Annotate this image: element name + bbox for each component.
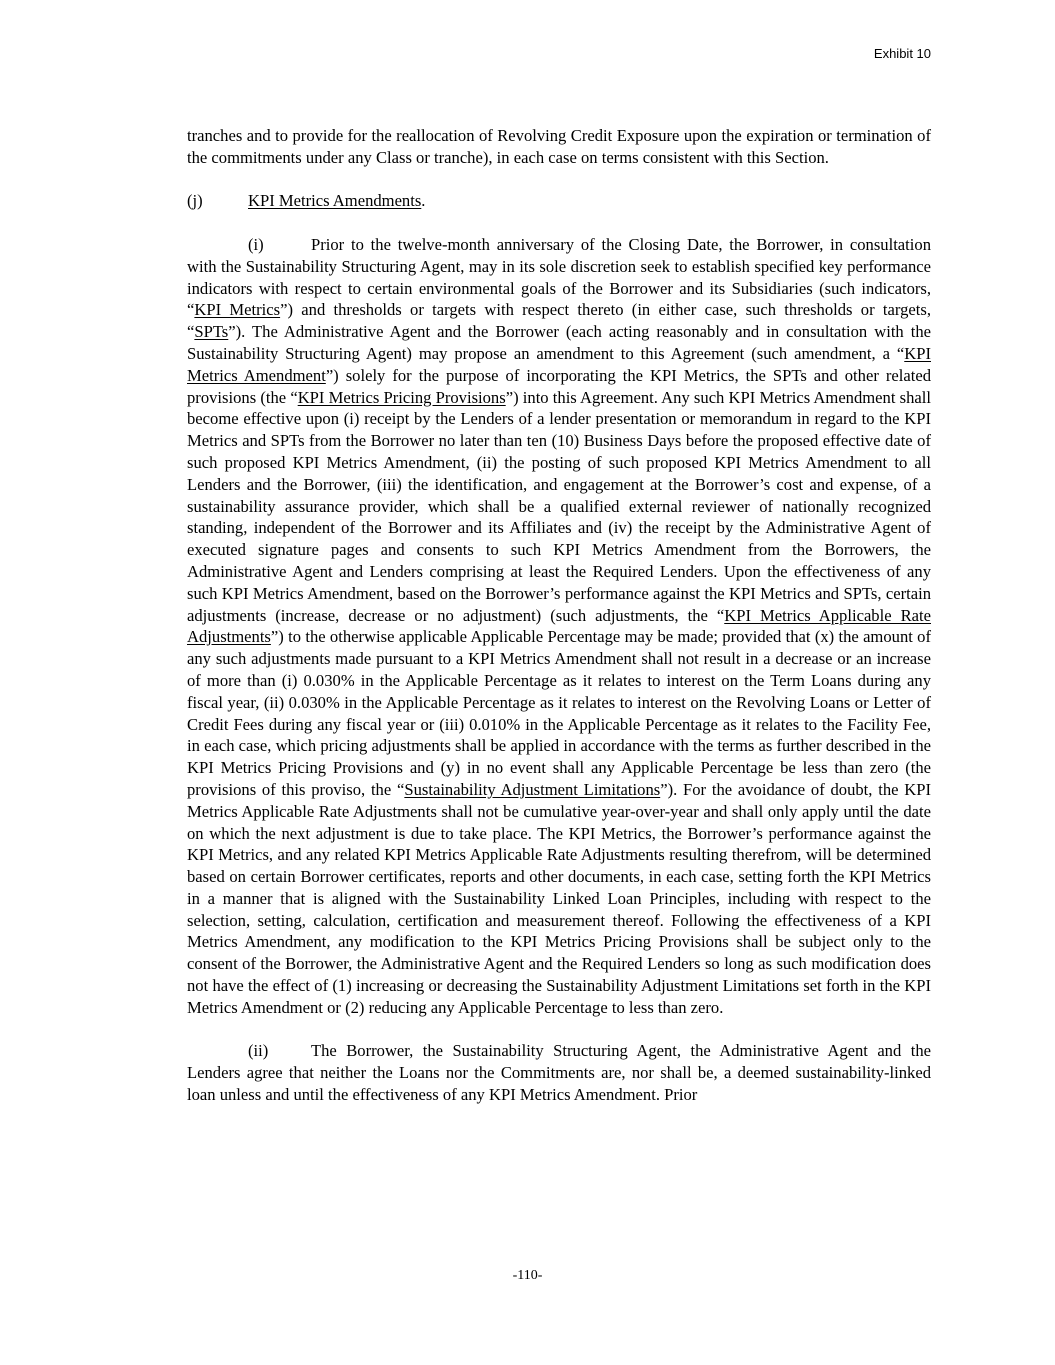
paragraph-i bbox=[187, 234, 931, 1019]
section-heading-j bbox=[187, 190, 931, 212]
paragraph-text: ”) and thresholds or targets with respect thereto (in either case, such thresholds or targets, “ bbox=[187, 300, 931, 342]
paragraph-text: ”). For the avoidance of doubt, the KPI Metrics Applicable Rate Adjustments shall not be cumulative year-over-year and shall only apply until the date on which the next adjustment is due to take place. The KPI Metrics, the Borrower’s performance against the KPI Metrics, and any related KPI Metrics Applicable Rate Adjustments resulting therefrom, will be determined based on certain Borrower certificates, reports and other documents, in each case, setting forth the KPI Metrics in a manner that is aligned with the Sustainability Linked Loan Principles, including with respect to the selection, setting, calculation, certification and measurement thereof. Following the effectiveness of a KPI Metrics Amendment, any modification to the KPI Metrics Pricing Provisions shall be subject only to the consent of the Borrower, the Administrative Agent and the Required Lenders so long as such modification does not have the effect of (1) increasing or decreasing the Sustainability Adjustment Limitations set forth in the KPI Metrics Amendment or (2) reducing any Applicable Percentage to less than zero. bbox=[187, 779, 931, 1017]
paragraph-text: ”) to the otherwise applicable Applicable Percentage may be made; provided that (x) the amount of any such adjustments made pursuant to a KPI Metrics Amendment shall not result in a decrease or an increase of more than (i) 0.030% in the Applicable Percentage as it relates to interest on the Term Loans during any fiscal year, (ii) 0.030% in the Applicable Percentage as it relates to interest on the Revolving Loans or Letter of Credit Fees during any fiscal year or (iii) 0.010% in the Applicable Percentage as it relates to the Facility Fee, in each case, which pricing adjustments shall be applied in accordance with the terms as further described in the KPI Metrics Pricing Provisions and (y) in no event shall any Applicable Percentage be less than zero (the provisions of this proviso, the “ bbox=[187, 627, 931, 799]
section-number: (j) bbox=[187, 191, 203, 211]
defined-term-sustainability-adjustment-limitations: Sustainability Adjustment Limitations bbox=[404, 779, 661, 799]
paragraph-ii bbox=[187, 1040, 931, 1105]
paragraph-number: (i) bbox=[248, 234, 264, 254]
paragraph-text: Prior to the twelve-month anniversary of the Closing Date, the Borrower, in consultation with the Sustainability Structuring Agent, may in its sole discretion seek to establish specified key performance indicators with respect to certain environmental goals of the Borrower and its Subsidiaries (such indicators, “ bbox=[187, 234, 931, 320]
exhibit-label: Exhibit 10 bbox=[873, 46, 931, 61]
defined-term-kpi-metrics-pricing-provisions: KPI Metrics Pricing Provisions bbox=[297, 387, 506, 407]
paragraph-number: (ii) bbox=[248, 1041, 269, 1061]
paragraph-text: ”). The Administrative Agent and the Borrower (each acting reasonably and in consultation with the Sustainability Structuring Agent) may propose an amendment to this Agreement (such amendment, a “ bbox=[187, 322, 931, 363]
defined-term-kpi-metrics-amendment: KPI Metrics Amendment bbox=[187, 343, 931, 385]
page-number: -110- bbox=[512, 1268, 543, 1283]
paragraph-text: ”) into this Agreement. Any such KPI Metrics Amendment shall become effective upon (i) receipt by the Lenders of a lender presentation or memorandum in regard to the KPI Metrics and SPTs from the Borrower no later than ten (10) Business Days before the proposed effective date of such proposed KPI Metrics Amendment, (ii) the posting of such proposed KPI Metrics Amendment to all Lenders and the Borrower, (iii) the identification, and engagement at the Borrower’s cost and expense, of a sustainability assurance provider, which shall be a qualified external reviewer of nationally recognized standing, independent of the Borrower and its Affiliates and (iv) the receipt by the Administrative Agent of executed signature pages and consents to such KPI Metrics Amendment from the Borrowers, the Administrative Agent and Lenders comprising at least the Required Lenders. Upon the effectiveness of any such KPI Metrics Amendment, based on the Borrower’s performance against the KPI Metrics and SPTs, certain adjustments (increase, decrease or no adjustment) (such adjustments, the “ bbox=[187, 387, 931, 625]
defined-term-kpi-metrics: KPI Metrics bbox=[194, 300, 281, 320]
document-body bbox=[187, 125, 931, 1106]
defined-term-kpi-metrics-applicable-rate-adjustments: KPI Metrics Applicable Rate Adjustments bbox=[187, 605, 931, 647]
defined-term-spts: SPTs bbox=[194, 322, 229, 342]
section-title-punct: . bbox=[421, 191, 426, 211]
paragraph-text: The Borrower, the Sustainability Structuring Agent, the Administrative Agent and the Lenders agree that neither the Loans nor the Commitments are, nor shall be, a deemed sustainability-linked loan unless and until the effectiveness of any KPI Metrics Amendment. Prior bbox=[187, 1041, 931, 1105]
section-title: KPI Metrics Amendments bbox=[248, 191, 422, 211]
paragraph-text: ”) solely for the purpose of incorporating the KPI Metrics, the SPTs and other related provisions (the “ bbox=[187, 365, 931, 407]
paragraph-gap bbox=[187, 212, 931, 234]
paragraph-gap bbox=[187, 1019, 931, 1041]
intro-paragraph: tranches and to provide for the reallocation of Revolving Credit Exposure upon the expiration or termination of the commitments under any Class or tranche), in each case on terms consistent with this Section. bbox=[187, 126, 931, 167]
paragraph-gap bbox=[187, 169, 931, 191]
